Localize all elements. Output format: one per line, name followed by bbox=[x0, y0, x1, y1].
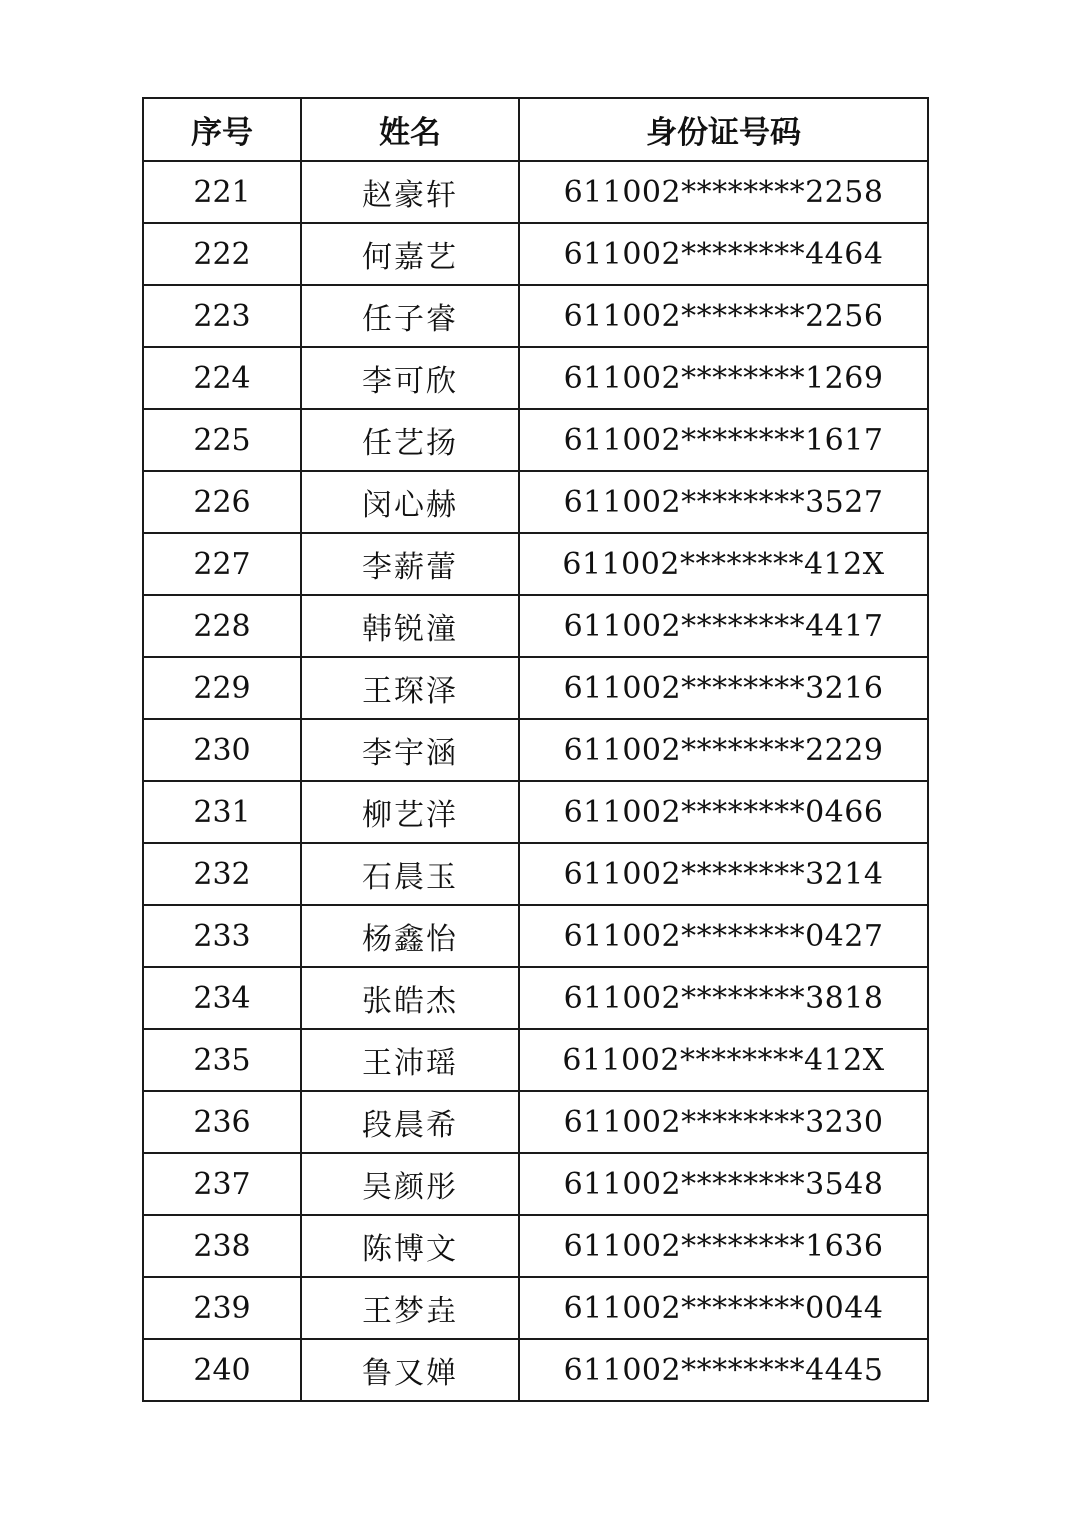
table-body bbox=[143, 161, 928, 1401]
cell-name: 陈博文 bbox=[301, 1215, 519, 1277]
roster-table bbox=[142, 97, 929, 1402]
cell-serial-number: 232 bbox=[143, 843, 301, 905]
roster-sheet bbox=[142, 97, 927, 1402]
header-row bbox=[143, 98, 928, 161]
cell-id-number: 611002********4445 bbox=[519, 1339, 928, 1401]
cell-name: 李宇涵 bbox=[301, 719, 519, 781]
cell-name: 任艺扬 bbox=[301, 409, 519, 471]
table-row bbox=[143, 471, 928, 533]
header-id-number: 身份证号码 bbox=[519, 98, 928, 161]
table-row bbox=[143, 657, 928, 719]
cell-name: 李薪蕾 bbox=[301, 533, 519, 595]
cell-serial-number: 227 bbox=[143, 533, 301, 595]
cell-serial-number: 229 bbox=[143, 657, 301, 719]
cell-name: 王琛泽 bbox=[301, 657, 519, 719]
table-row bbox=[143, 905, 928, 967]
cell-id-number: 611002********4464 bbox=[519, 223, 928, 285]
table-row bbox=[143, 967, 928, 1029]
cell-name: 石晨玉 bbox=[301, 843, 519, 905]
cell-serial-number: 233 bbox=[143, 905, 301, 967]
cell-id-number: 611002********412X bbox=[519, 533, 928, 595]
cell-name: 吴颜彤 bbox=[301, 1153, 519, 1215]
cell-serial-number: 226 bbox=[143, 471, 301, 533]
cell-id-number: 611002********3214 bbox=[519, 843, 928, 905]
table-header bbox=[143, 98, 928, 161]
cell-id-number: 611002********2256 bbox=[519, 285, 928, 347]
table-row bbox=[143, 595, 928, 657]
cell-name: 鲁又婵 bbox=[301, 1339, 519, 1401]
cell-name: 王沛瑶 bbox=[301, 1029, 519, 1091]
cell-id-number: 611002********3216 bbox=[519, 657, 928, 719]
cell-name: 赵豪轩 bbox=[301, 161, 519, 223]
cell-id-number: 611002********4417 bbox=[519, 595, 928, 657]
table-row bbox=[143, 843, 928, 905]
cell-name: 王梦垚 bbox=[301, 1277, 519, 1339]
table-row bbox=[143, 1339, 928, 1401]
cell-id-number: 611002********412X bbox=[519, 1029, 928, 1091]
table-row bbox=[143, 1091, 928, 1153]
table-row bbox=[143, 1153, 928, 1215]
cell-serial-number: 238 bbox=[143, 1215, 301, 1277]
cell-serial-number: 236 bbox=[143, 1091, 301, 1153]
table-row bbox=[143, 719, 928, 781]
header-name: 姓名 bbox=[301, 98, 519, 161]
cell-name: 何嘉艺 bbox=[301, 223, 519, 285]
cell-id-number: 611002********1269 bbox=[519, 347, 928, 409]
cell-id-number: 611002********2229 bbox=[519, 719, 928, 781]
table-row bbox=[143, 1215, 928, 1277]
cell-serial-number: 230 bbox=[143, 719, 301, 781]
cell-id-number: 611002********2258 bbox=[519, 161, 928, 223]
cell-serial-number: 223 bbox=[143, 285, 301, 347]
table-row bbox=[143, 781, 928, 843]
table-row bbox=[143, 347, 928, 409]
cell-id-number: 611002********0466 bbox=[519, 781, 928, 843]
cell-name: 李可欣 bbox=[301, 347, 519, 409]
cell-id-number: 611002********1636 bbox=[519, 1215, 928, 1277]
cell-name: 杨鑫怡 bbox=[301, 905, 519, 967]
cell-serial-number: 234 bbox=[143, 967, 301, 1029]
table-row bbox=[143, 409, 928, 471]
cell-id-number: 611002********3527 bbox=[519, 471, 928, 533]
cell-serial-number: 235 bbox=[143, 1029, 301, 1091]
cell-serial-number: 237 bbox=[143, 1153, 301, 1215]
cell-id-number: 611002********1617 bbox=[519, 409, 928, 471]
table-row bbox=[143, 1277, 928, 1339]
table-row bbox=[143, 285, 928, 347]
cell-serial-number: 224 bbox=[143, 347, 301, 409]
cell-serial-number: 231 bbox=[143, 781, 301, 843]
cell-serial-number: 228 bbox=[143, 595, 301, 657]
cell-id-number: 611002********3818 bbox=[519, 967, 928, 1029]
cell-serial-number: 225 bbox=[143, 409, 301, 471]
cell-name: 柳艺洋 bbox=[301, 781, 519, 843]
cell-name: 韩锐潼 bbox=[301, 595, 519, 657]
table-row bbox=[143, 1029, 928, 1091]
cell-serial-number: 222 bbox=[143, 223, 301, 285]
table-row bbox=[143, 533, 928, 595]
table-row bbox=[143, 223, 928, 285]
cell-serial-number: 239 bbox=[143, 1277, 301, 1339]
cell-id-number: 611002********3548 bbox=[519, 1153, 928, 1215]
cell-id-number: 611002********0044 bbox=[519, 1277, 928, 1339]
cell-serial-number: 221 bbox=[143, 161, 301, 223]
cell-name: 任子睿 bbox=[301, 285, 519, 347]
cell-name: 段晨希 bbox=[301, 1091, 519, 1153]
table-row bbox=[143, 161, 928, 223]
cell-serial-number: 240 bbox=[143, 1339, 301, 1401]
cell-name: 闵心赫 bbox=[301, 471, 519, 533]
header-serial-number: 序号 bbox=[143, 98, 301, 161]
cell-name: 张皓杰 bbox=[301, 967, 519, 1029]
cell-id-number: 611002********0427 bbox=[519, 905, 928, 967]
cell-id-number: 611002********3230 bbox=[519, 1091, 928, 1153]
